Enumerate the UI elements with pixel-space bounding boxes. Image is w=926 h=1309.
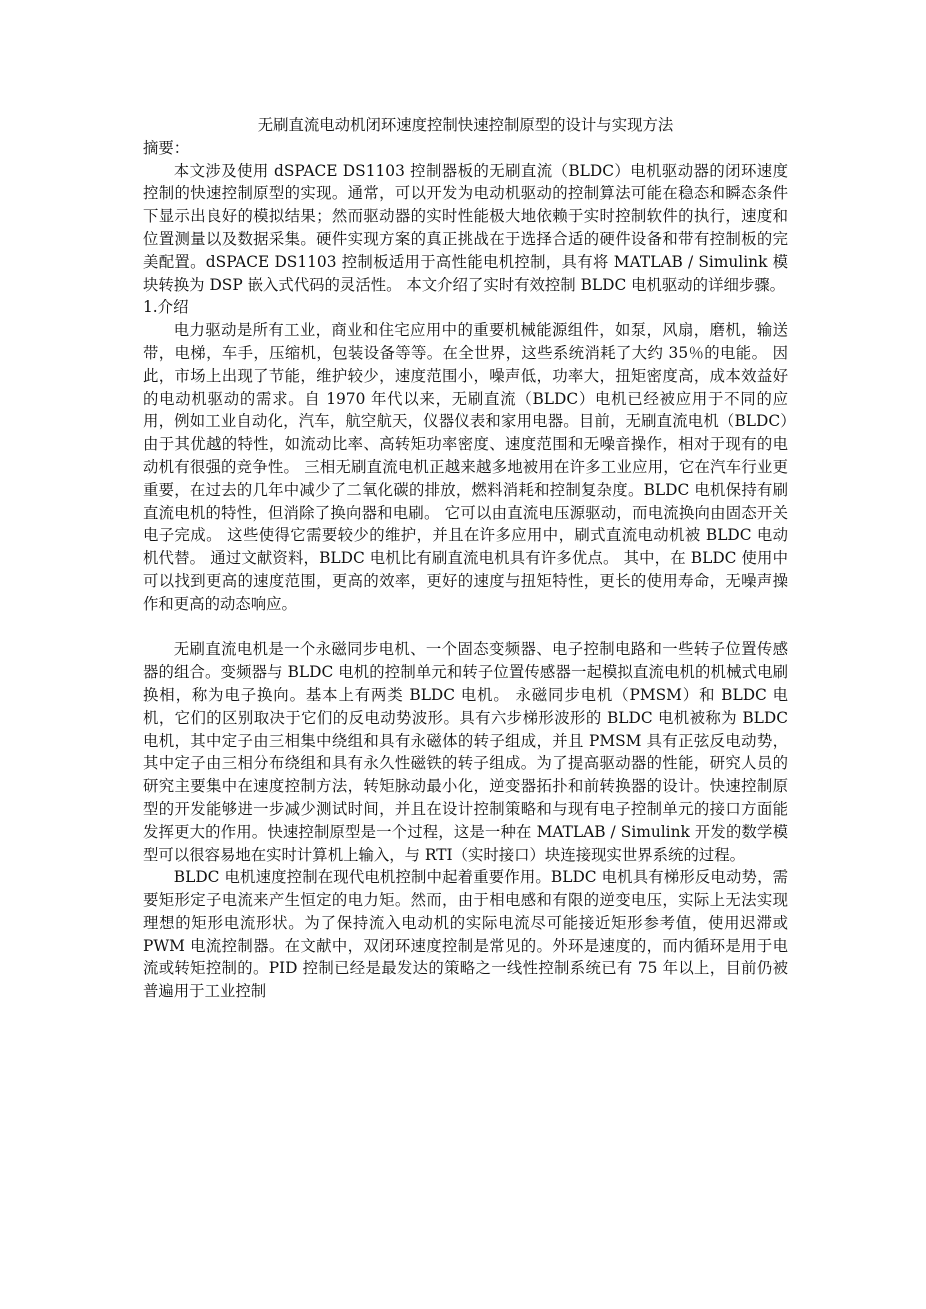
paragraph-spacer [143, 616, 788, 639]
introduction-paragraph-2: 无刷直流电机是一个永磁同步电机、一个固态变频器、电子控制电路和一些转子位置传感器的组合。变频器与 BLDC 电机的控制单元和转子位置传感器一起模拟直流电机的机械式电刷换相，称为电子换向。基本上有两类 BLDC 电机。 永磁同步电机（PMSM）和 BLDC 电机，它们的区别取决于它们的反电动势波形。具有六步梯形波形的 BLDC 电机被称为 BLDC 电机，其中定子由三相集中绕组和具有永磁体的转子组成，并且 PMSM 具有正弦反电动势，其中定子由三相分布绕组和具有永久性磁铁的转子组成。为了提高驱动器的性能，研究人员的研究主要集中在速度控制方法，转矩脉动最小化，逆变器拓扑和前转换器的设计。快速控制原型的开发能够进一步减少测试时间，并且在设计控制策略和与现有电子控制单元的接口方面能发挥更大的作用。快速控制原型是一个过程，这是一种在 MATLAB / Simulink 开发的数学模型可以很容易地在实时计算机上输入，与 RTI（实时接口）块连接现实世界系统的过程。 [143, 640, 788, 864]
introduction-paragraph-1: 电力驱动是所有工业，商业和住宅应用中的重要机械能源组件，如泵，风扇，磨机，输送带，电梯，车手，压缩机，包装设备等等。在全世界，这些系统消耗了大约 35％的电能。 因此，市场上出现了节能，维护较少，速度范围小，噪声低，功率大，扭矩密度高，成本效益好的电动机驱动的需求。自 1970 年代以来，无刷直流（BLDC）电机已经被应用于不同的应用，例如工业自动化，汽车，航空航天，仪器仪表和家用电器。目前，无刷直流电机（BLDC）由于其优越的特性，如流动比率、高转矩功率密度、速度范围和无噪音操作，相对于现有的电动机有很强的竞争性。 三相无刷直流电机正越来越多地被用在许多工业应用，它在汽车行业更重要，在过去的几年中减少了二氧化碳的排放，燃料消耗和控制复杂度。BLDC 电机保持有刷直流电机的特性，但消除了换向器和电刷。 它可以由直流电压源驱动，而电流换向由固态开关电子完成。 这些使得它需要较少的维护，并且在许多应用中，刷式直流电动机被 BLDC 电动机代替。 通过文献资料，BLDC 电机比有刷直流电机具有许多优点。 其中，在 BLDC 使用中可以找到更高的速度范围，更高的效率，更好的速度与扭矩特性，更长的使用寿命，无噪声操作和更高的动态响应。 [143, 321, 788, 613]
introduction-paragraph-3: BLDC 电机速度控制在现代电机控制中起着重要作用。BLDC 电机具有梯形反电动势，需要矩形定子电流来产生恒定的电力矩。然而，由于相电感和有限的逆变电压，实际上无法实现理想的矩形电流形状。为了保持流入电动机的实际电流尽可能接近矩形参考值，使用迟滞或 PWM 电流控制器。在文献中，双闭环速度控制是常见的。外环是速度的，而内循环是用于电流或转矩控制的。PID 控制已经是最发达的策略之一线性控制系统已有 75 年以上，目前仍被普遍用于工业控制 [143, 868, 788, 1001]
document-title: 无刷直流电动机闭环速度控制快速控制原型的设计与实现方法 [257, 116, 674, 134]
section-heading-introduction: 1.介绍 [143, 298, 189, 317]
document-page [143, 114, 788, 1003]
abstract-heading: 摘要： [143, 138, 190, 157]
abstract-paragraph: 本文涉及使用 dSPACE DS1103 控制器板的无刷直流（BLDC）电机驱动器的闭环速度控制的快速控制原型的实现。通常，可以开发为电动机驱动的控制算法可能在稳态和瞬态条件下显示出良好的模拟结果；然而驱动器的实时性能极大地依赖于实时控制软件的执行，速度和位置测量以及数据采集。硬件实现方案的真正挑战在于选择合适的硬件设备和带有控制板的完美配置。dSPACE DS1103 控制板适用于高性能电机控制，具有将 MATLAB / Simulink 模块转换为 DSP 嵌入式代码的灵活性。 本文介绍了实时有效控制 BLDC 电机驱动的详细步骤。 [143, 161, 788, 294]
